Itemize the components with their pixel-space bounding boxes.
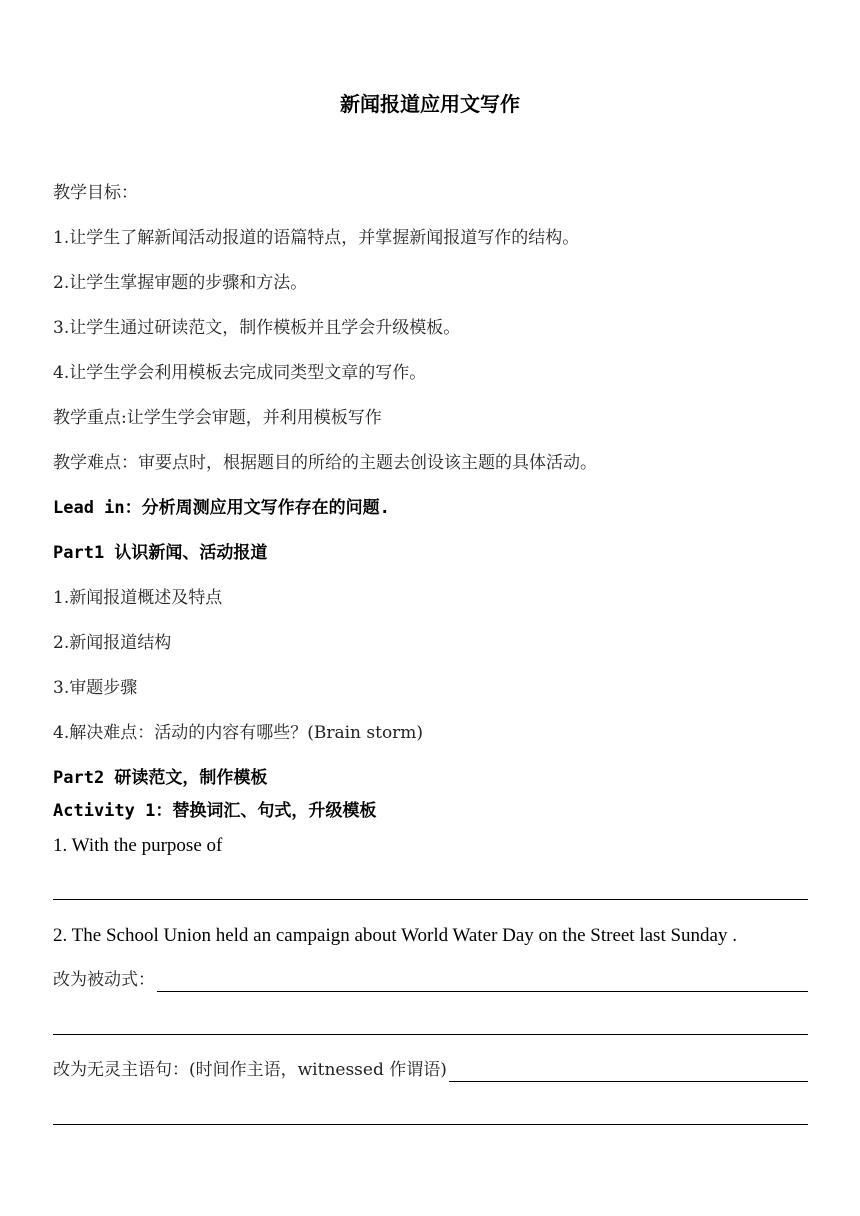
question-2: 2. The School Union held an campaign about World Water Day on the Street last Sunday . [53, 925, 737, 946]
page-title: 新闻报道应用文写作 [340, 92, 520, 116]
lead-in-heading: Lead in：分析周测应用文写作存在的问题. [53, 498, 390, 518]
objective-item-2: 2.让学生掌握审题的步骤和方法。 [53, 273, 308, 293]
answer-line-passive-2[interactable] [53, 1034, 808, 1035]
part1-item-2: 2.新闻报道结构 [53, 633, 172, 653]
activity1-heading: Activity 1：替换词汇、句式，升级模板 [53, 801, 377, 821]
question-1: 1. With the purpose of [53, 835, 223, 856]
answer-line-q1[interactable] [53, 899, 808, 900]
objective-item-3: 3.让学生通过研读范文，制作模板并且学会升级模板。 [53, 318, 461, 338]
difficulty: 教学难点：审要点时，根据题目的所给的主题去创设该主题的具体活动。 [53, 453, 597, 473]
key-point: 教学重点:让学生学会审题，并利用模板写作 [53, 408, 382, 428]
answer-line-inanimate-2[interactable] [53, 1124, 808, 1125]
part1-item-4: 4.解决难点：活动的内容有哪些？(Brain storm) [53, 723, 424, 743]
part1-item-1: 1.新闻报道概述及特点 [53, 588, 223, 608]
answer-line-inanimate[interactable] [449, 1061, 808, 1082]
objectives-heading: 教学目标： [53, 183, 138, 203]
inanimate-row [53, 1058, 808, 1082]
part1-item-3: 3.审题步骤 [53, 678, 138, 698]
answer-line-passive[interactable] [157, 971, 808, 992]
inanimate-subject-label: 改为无灵主语句：(时间作主语，witnessed 作谓语) [53, 1060, 447, 1080]
part2-heading: Part2 研读范文，制作模板 [53, 768, 268, 788]
passive-label: 改为被动式： [53, 970, 155, 990]
objective-item-1: 1.让学生了解新闻活动报道的语篇特点，并掌握新闻报道写作的结构。 [53, 228, 580, 248]
objective-item-4: 4.让学生学会利用模板去完成同类型文章的写作。 [53, 363, 427, 383]
part1-heading: Part1 认识新闻、活动报道 [53, 543, 268, 563]
passive-row [53, 968, 808, 992]
